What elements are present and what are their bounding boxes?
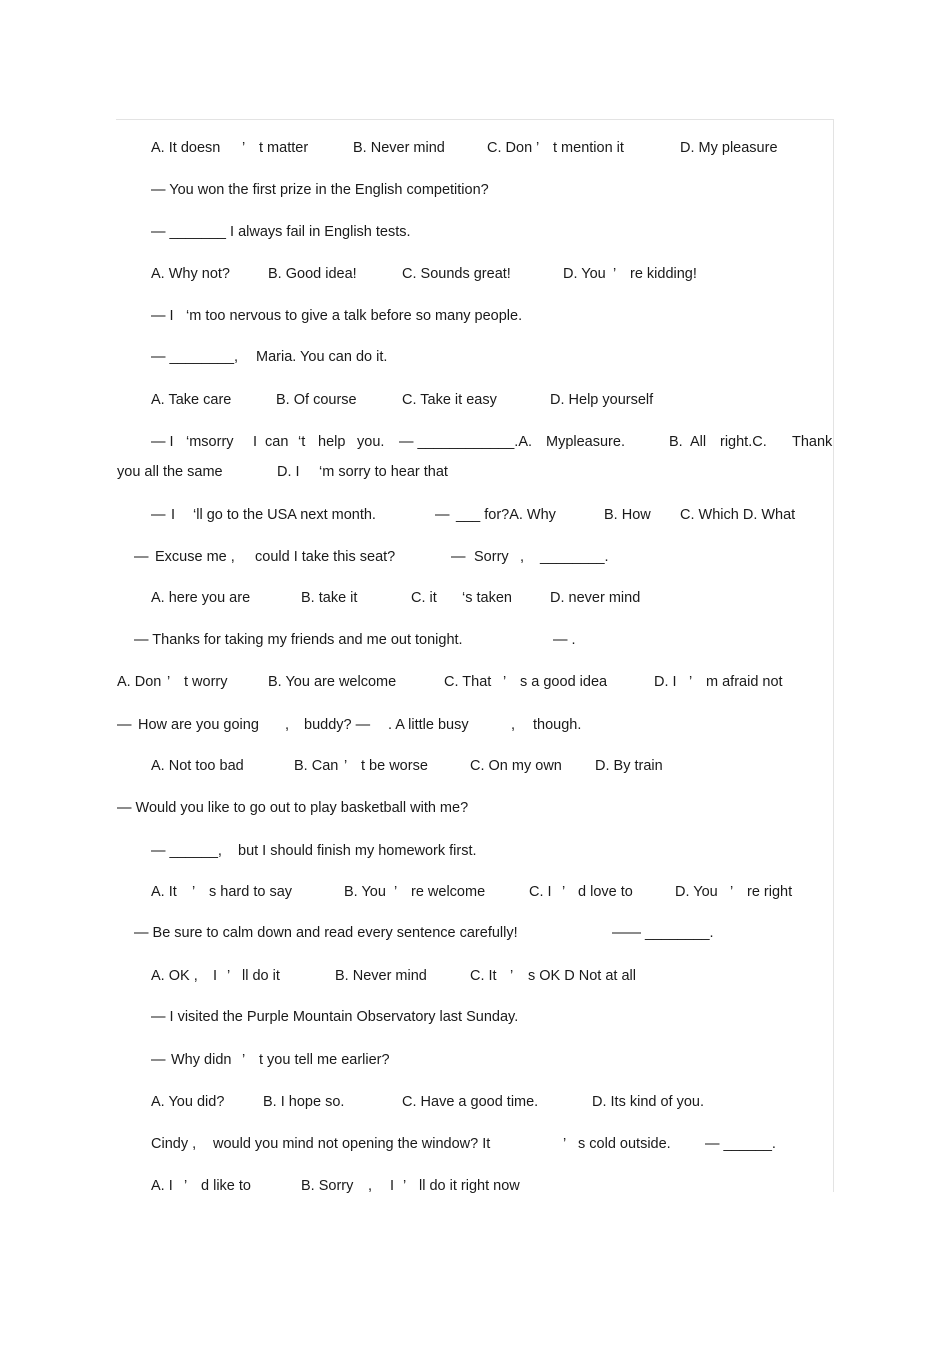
page-frame-right-border [833,119,834,1192]
text-line-15-segment-6: , [511,717,516,733]
text-line-25-segment-2: would you mind not opening the window? It [213,1136,491,1152]
text-line-8-segment-4: can [265,434,289,450]
text-line-7-segment-3: C. Take it easy [402,392,497,408]
text-line-14-segment-5: C. That [444,674,492,690]
text-line-19-segment-4: B. You [344,884,386,900]
text-line-4-segment-6: re kidding! [630,266,697,282]
text-line-12-segment-3: C. it [411,590,437,606]
text-line-21-segment-5: B. Never mind [335,968,427,984]
text-line-21-segment-3: ’ [227,968,231,984]
text-line-5-segment-1: — I [151,308,174,324]
text-line-21-segment-2: I [213,968,218,984]
text-line-3-segment-1: — _______ I always fail in English tests. [151,224,411,240]
text-line-1-segment-3: t matter [259,140,309,156]
text-line-18-segment-1: — ______, [151,843,222,859]
text-line-12-segment-2: B. take it [301,590,358,606]
text-line-21-segment-8: s OK D Not at all [528,968,636,984]
text-line-25-segment-1: Cindy , [151,1136,197,1152]
text-line-26-segment-2: ’ [184,1178,188,1194]
text-line-19-segment-3: s hard to say [209,884,293,900]
text-line-15-segment-1: — [117,717,132,733]
text-line-26-segment-4: B. Sorry [301,1178,354,1194]
text-line-16-segment-1: A. Not too bad [151,758,244,774]
text-line-23-segment-4: t you tell me earlier? [259,1052,390,1068]
text-line-1-segment-7: t mention it [553,140,624,156]
text-line-10-segment-7: C. Which D. What [680,507,796,523]
text-line-6-segment-2: Maria. You can do it. [256,349,388,365]
text-line-11-segment-4: — [451,549,466,565]
text-line-22-segment-1: — I visited the Purple Mountain Observatory last Sunday. [151,1009,519,1025]
text-line-14-segment-8: D. I [654,674,677,690]
text-line-15-segment-5: . A little busy [388,717,469,733]
text-line-13-segment-1: — Thanks for taking my friends and me out tonight. [134,632,463,648]
text-line-10-segment-5: ___ for?A. Why [456,507,556,523]
text-line-19-segment-7: C. I [529,884,552,900]
text-line-19-segment-5: ’ [394,884,398,900]
text-line-19-segment-11: ’ [730,884,734,900]
text-line-14-segment-2: ’ [167,674,171,690]
text-line-15-segment-7: though. [533,717,582,733]
text-line-18-segment-2: but I should finish my homework first. [238,843,477,859]
text-line-14-segment-6: ’ [503,674,507,690]
text-line-8-segment-10: B. [669,434,683,450]
text-line-4-segment-3: C. Sounds great! [402,266,511,282]
text-line-23-segment-1: — [151,1052,166,1068]
text-line-9-segment-3: ‘m sorry to hear that [319,464,448,480]
text-line-11-segment-6: , [520,549,525,565]
text-line-5-segment-2: ‘m too nervous to give a talk before so many people. [186,308,523,324]
text-line-4-segment-1: A. Why not? [151,266,230,282]
text-line-16-segment-5: C. On my own [470,758,562,774]
text-line-12-segment-4: ‘s taken [462,590,512,606]
text-line-19-segment-10: D. You [675,884,718,900]
text-line-4-segment-4: D. You [563,266,606,282]
page-frame-top-border [116,119,834,120]
text-line-8-segment-2: ‘msorry [186,434,234,450]
text-line-26-segment-7: ’ [403,1178,407,1194]
text-line-1-segment-4: B. Never mind [353,140,445,156]
text-line-20-segment-2: —— ________. [612,925,714,941]
text-line-21-segment-6: C. It [470,968,497,984]
text-line-17-segment-1: — Would you like to go out to play basketball with me? [117,800,469,816]
text-line-8-segment-7: you. [357,434,385,450]
text-line-10-segment-4: — [435,507,450,523]
text-line-12-segment-5: D. never mind [550,590,641,606]
text-line-8-segment-11: All [690,434,707,450]
text-line-16-segment-4: t be worse [361,758,428,774]
text-line-19-segment-12: re right [747,884,793,900]
text-line-8-segment-6: help [318,434,346,450]
text-line-8-segment-12: right.C. [720,434,767,450]
text-line-1-segment-1: A. It doesn [151,140,221,156]
text-line-21-segment-4: ll do it [242,968,280,984]
text-line-1-segment-2: ’ [242,140,246,156]
text-line-20-segment-1: — Be sure to calm down and read every sentence carefully! [134,925,518,941]
text-line-15-segment-2: How are you going [138,717,259,733]
text-line-14-segment-10: m afraid not [706,674,783,690]
text-line-11-segment-5: Sorry [474,549,509,565]
text-line-26-segment-3: d like to [201,1178,251,1194]
text-line-8-segment-1: — I [151,434,174,450]
text-line-10-segment-2: I [171,507,176,523]
text-line-26-segment-8: ll do it right now [419,1178,520,1194]
text-line-23-segment-2: Why didn [171,1052,232,1068]
text-line-7-segment-2: B. Of course [276,392,357,408]
text-line-16-segment-2: B. Can [294,758,339,774]
text-line-2-segment-1: — You won the first prize in the English competition? [151,182,489,198]
text-line-7-segment-1: A. Take care [151,392,232,408]
text-line-7-segment-4: D. Help yourself [550,392,654,408]
text-line-14-segment-9: ’ [689,674,693,690]
text-line-1-segment-8: D. My pleasure [680,140,778,156]
text-line-11-segment-2: Excuse me , [155,549,235,565]
text-line-25-segment-4: s cold outside. [578,1136,671,1152]
text-line-12-segment-1: A. here you are [151,590,251,606]
text-line-14-segment-4: B. You are welcome [268,674,397,690]
text-line-14-segment-1: A. Don [117,674,162,690]
text-line-21-segment-1: A. OK , [151,968,198,984]
text-line-8-segment-3: I [253,434,258,450]
text-line-11-segment-7: ________. [540,549,609,565]
text-line-19-segment-6: re welcome [411,884,486,900]
text-line-14-segment-7: s a good idea [520,674,608,690]
text-line-26-segment-1: A. I [151,1178,173,1194]
text-line-11-segment-1: — [134,549,149,565]
text-line-16-segment-3: ’ [344,758,348,774]
text-line-24-segment-4: D. Its kind of you. [592,1094,705,1110]
text-line-24-segment-3: C. Have a good time. [402,1094,539,1110]
text-line-26-segment-5: , [368,1178,373,1194]
text-line-23-segment-3: ’ [242,1052,246,1068]
text-line-4-segment-5: ’ [613,266,617,282]
text-line-19-segment-2: ’ [192,884,196,900]
text-line-19-segment-9: d love to [578,884,633,900]
text-line-24-segment-1: A. You did? [151,1094,225,1110]
text-line-11-segment-3: could I take this seat? [255,549,396,565]
text-line-25-segment-3: ’ [563,1136,567,1152]
text-line-4-segment-2: B. Good idea! [268,266,357,282]
text-line-1-segment-6: ’ [536,140,540,156]
text-line-26-segment-6: I [390,1178,395,1194]
text-line-14-segment-3: t worry [184,674,228,690]
text-line-16-segment-6: D. By train [595,758,663,774]
text-line-1-segment-5: C. Don [487,140,533,156]
text-line-10-segment-3: ‘ll go to the USA next month. [193,507,376,523]
text-line-9-segment-1: you all the same [117,464,223,480]
text-line-25-segment-5: — ______. [705,1136,776,1152]
text-line-15-segment-3: , [285,717,290,733]
text-line-13-segment-2: — . [553,632,576,648]
text-line-8-segment-5: ‘t [298,434,306,450]
text-line-24-segment-2: B. I hope so. [263,1094,345,1110]
text-line-19-segment-8: ’ [562,884,566,900]
text-line-6-segment-1: — ________, [151,349,239,365]
text-line-19-segment-1: A. It [151,884,177,900]
text-line-9-segment-2: D. I [277,464,300,480]
text-line-8-segment-13: Thank [792,434,833,450]
text-line-10-segment-6: B. How [604,507,651,523]
text-line-21-segment-7: ’ [510,968,514,984]
text-line-8-segment-8: — ____________.A. [399,434,533,450]
text-line-10-segment-1: — [151,507,166,523]
text-line-8-segment-9: Mypleasure. [546,434,625,450]
text-line-15-segment-4: buddy? — [304,717,371,733]
